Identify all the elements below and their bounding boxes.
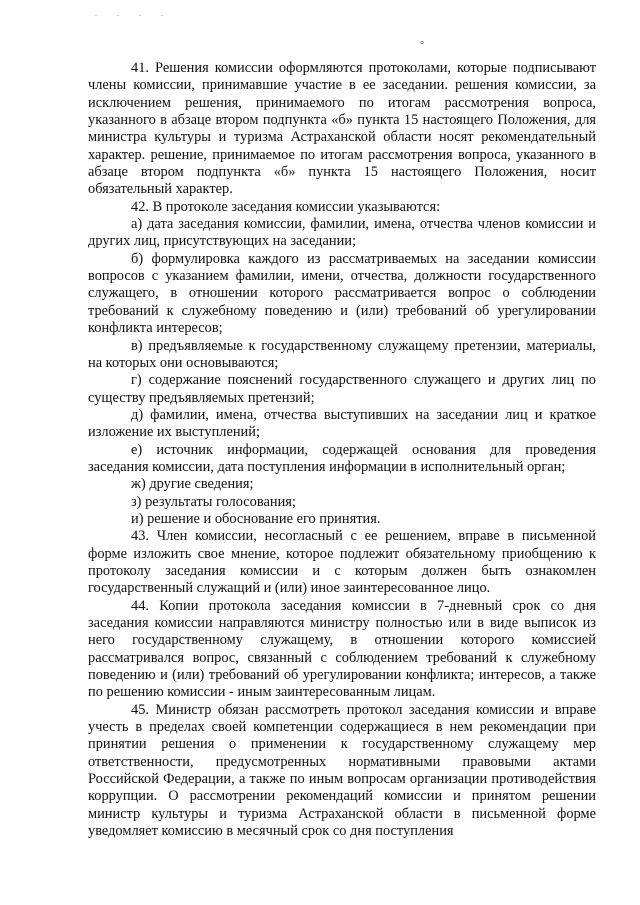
paragraph-42-v: в) предъявляемые к государственному служащему претензии, материалы, на которых они основываются;	[88, 337, 596, 371]
paragraph-42-g: г) содержание пояснений государственного служащего и других лиц по существу предъявляемых претензий;	[88, 372, 596, 406]
paragraph-45: 45. Министр обязан рассмотреть протокол заседания комиссии и вправе учесть в пределах своей компетенции содержащиеся в нем рекомендации при принятии решения о применении к государственному служащему мер ответственности, предусмотренных нормативными правовыми актами Российской Федерации, а также по иным вопросам организации противодействия коррупции. О рассмотрении рекомендаций комиссии и принятом решении министр культуры и туризма Астраханской области в письменной форме уведомляет комиссию в месячный срок со дня поступления	[88, 701, 596, 840]
paragraph-41: 41. Решения комиссии оформляются протоколами, которые подписывают члены комиссии, принимавшие участие в ее заседании. решения комиссии, за исключением решения, принимаемого по итогам рассмотрения вопроса, указанного в абзаце втором подпункта «б» пункта 15 настоящего Положения, для министра культуры и туризма Астраханской области носят рекомендательный характер. решение, принимаемое по итогам рассмотрения вопроса, указанного в абзаце втором подпункта «б» пункта 15 настоящего Положения, носит обязательный характер.	[88, 60, 596, 198]
paragraph-42-b: б) формулировка каждого из рассматриваемых на заседании комиссии вопросов с указанием фамилии, имени, отчества, должности государственного служащего, в отношении которого рассматривается вопрос о соблюдении требований к служебному поведению и (или) требований об урегулировании конфликта интересов;	[88, 250, 596, 337]
paragraph-42-z: з) результаты голосования;	[131, 493, 296, 510]
paragraph-42: 42. В протоколе заседания комиссии указываются:	[131, 198, 441, 215]
paragraph-42-i: и) решение и обоснование его принятия.	[131, 510, 381, 527]
paragraph-43: 43. Член комиссии, несогласный с ее решением, вправе в письменной форме изложить свое мнение, которое подлежит обязательному приобщению к протоколу заседания комиссии и с которым должен быть ознакомлен государственный служащий и (или) иное заинтересованное лицо.	[88, 528, 596, 597]
paragraph-42-d: д) фамилии, имена, отчества выступивших на заседании лиц и краткое изложение их выступлений;	[88, 406, 596, 441]
paragraph-44: 44. Копии протокола заседания комиссии в 7-дневный срок со дня заседания комиссии направляются министру полностью или в виде выписок из него государственному служащему, в отношении которого комиссией рассматривался вопрос, связанный с соблюдением требований к служебному поведению и (или) требований об урегулировании конфликта; интересов, а также по решению комиссии - иным заинтересованным лицам.	[88, 597, 596, 701]
paragraph-42-e: е) источник информации, содержащей основания для проведения заседания комиссии, дата поступления информации в исполнительный орган;	[88, 441, 596, 475]
document-body	[88, 60, 596, 840]
paragraph-42-a: а) дата заседания комиссии, фамилии, имена, отчества членов комиссии и других лиц, присутствующих на заседании;	[88, 216, 596, 250]
scan-dot: °	[420, 40, 424, 51]
paragraph-42-zh: ж) другие сведения;	[131, 476, 254, 493]
scan-specks: . . . .	[95, 9, 172, 18]
